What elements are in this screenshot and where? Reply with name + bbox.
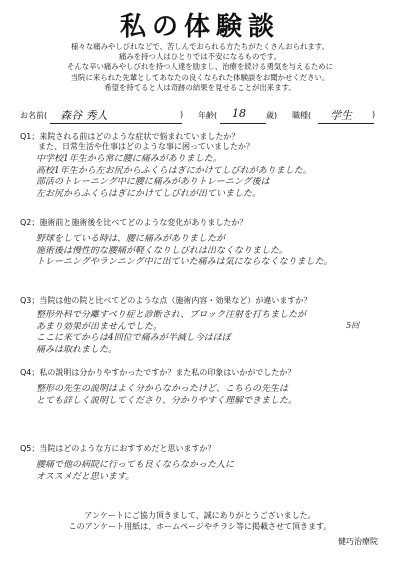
answer-line: 中学校1年生から常に腰に痛みがありました。 xyxy=(36,154,222,164)
answer-line: とても詳しく説明してくださり、分かりやすく理解できました。 xyxy=(36,395,298,406)
page-title: 私の体験談 xyxy=(119,12,280,42)
job-label: 職種( xyxy=(292,111,312,120)
clinic-name: 健巧治療院 xyxy=(338,537,378,546)
intro-line: そんな辛い痛みやしびれを持つ人達を励まし、治療を続ける勇気を与えるために xyxy=(66,62,334,72)
intro-line: 当院に来られた先輩としてあなたの良くなられた体験談をお聞かせください。 xyxy=(70,72,330,82)
answer-line: オススメだと思います。 xyxy=(36,471,135,482)
question-4 xyxy=(20,368,380,378)
question-1 xyxy=(20,132,380,152)
answer-line: 左お尻からふくらはぎにかけてしびれが出ていました。 xyxy=(36,188,262,199)
answer-line: 腰痛で他の病院に行っても良くならなかった人に xyxy=(36,460,235,470)
answer-line: 高校1年生から左お尻からふくらはぎにかけてしびれがありました。 xyxy=(36,165,312,176)
intro-line: 様々な痛みやしびれなどで、苦しんでおられる方たちがたくさんおられます。 xyxy=(71,42,329,51)
intro-line: 痛みを持つ人はひとりでは不安になるものです。 xyxy=(118,52,281,62)
answer-line: 整形の先生の説明はよく分からなかったけど、こちらの先生は xyxy=(36,384,289,394)
question-title: Q5；当院はどのような方におすすめだと思いますか？ xyxy=(20,444,216,453)
question-title: Q3；当院は他の院と比べてどのような点（施術内容・効果など）が違いますか？ xyxy=(20,296,312,305)
answer-4 xyxy=(36,384,376,407)
question-title: Q1；来院される前はどのような症状で悩まれていましたか？ xyxy=(20,132,240,141)
answer-line: 野球をしている時は、腰に痛みがありましたが xyxy=(36,234,226,244)
question-subtitle: また、日常生活や仕事はどのような事に困っていましたか？ xyxy=(38,142,254,151)
footer-line: このアンケート用紙は、ホームページやチラシ等に掲載させて頂きます。 xyxy=(68,522,332,531)
name-close: ) xyxy=(180,110,184,119)
answer-5 xyxy=(36,460,376,483)
intro-line: 希望を持てると人は奇跡の結果を見せることが出来ます。 xyxy=(104,82,296,92)
intro-text xyxy=(20,42,380,93)
age-label: 年齢( xyxy=(198,111,218,120)
question-2 xyxy=(20,218,380,228)
question-3 xyxy=(20,296,380,306)
question-title: Q2；施術前と施術後を比べてどのような変化がありましたか？ xyxy=(20,218,248,227)
question-5 xyxy=(20,444,380,454)
answer-line: 整形外科で分離すべり症と診断され、ブロック注射を打ちましたが xyxy=(36,310,307,320)
age-unit: 歳) xyxy=(266,111,278,120)
answer-1 xyxy=(36,154,376,200)
answer-line: 部活のトレーニング中に腰に痛みがありトレーニング後は xyxy=(36,177,270,187)
name-label: お名前( xyxy=(20,111,48,120)
answer-line: あまり効果が出ませんでした。 xyxy=(36,321,163,332)
footer-line: アンケートにご協力頂きまして、誠にありがとうございました。 xyxy=(84,511,316,520)
question-title: Q4；私の説明は分かりやすかったですか？また私の印象はいかがでしたか？ xyxy=(20,368,296,377)
answer-line: 施術後は慢性的な腰痛が軽くなりしびれは出なくなりました。 xyxy=(36,245,289,256)
answer-line: トレーニングやランニング中に出ていた痛みは気にならなくなりました。 xyxy=(36,257,333,267)
answer-line: 痛みは取れました。 xyxy=(36,344,118,355)
age-underline xyxy=(220,123,266,124)
profile-row xyxy=(20,108,380,124)
answer-line: ここに来てからは4回位で痛みが半減し今はほぼ xyxy=(36,333,231,343)
name-underline xyxy=(50,123,182,124)
answer-3-note: 5回 xyxy=(346,321,360,330)
footer-text xyxy=(20,510,380,532)
job-close: ) xyxy=(372,110,376,119)
name-value: 森谷 秀人 xyxy=(60,109,108,122)
job-value: 学生 xyxy=(330,109,352,122)
answer-3 xyxy=(36,310,376,356)
age-value: 18 xyxy=(232,107,246,120)
answer-2 xyxy=(36,234,376,269)
job-underline xyxy=(318,123,374,124)
